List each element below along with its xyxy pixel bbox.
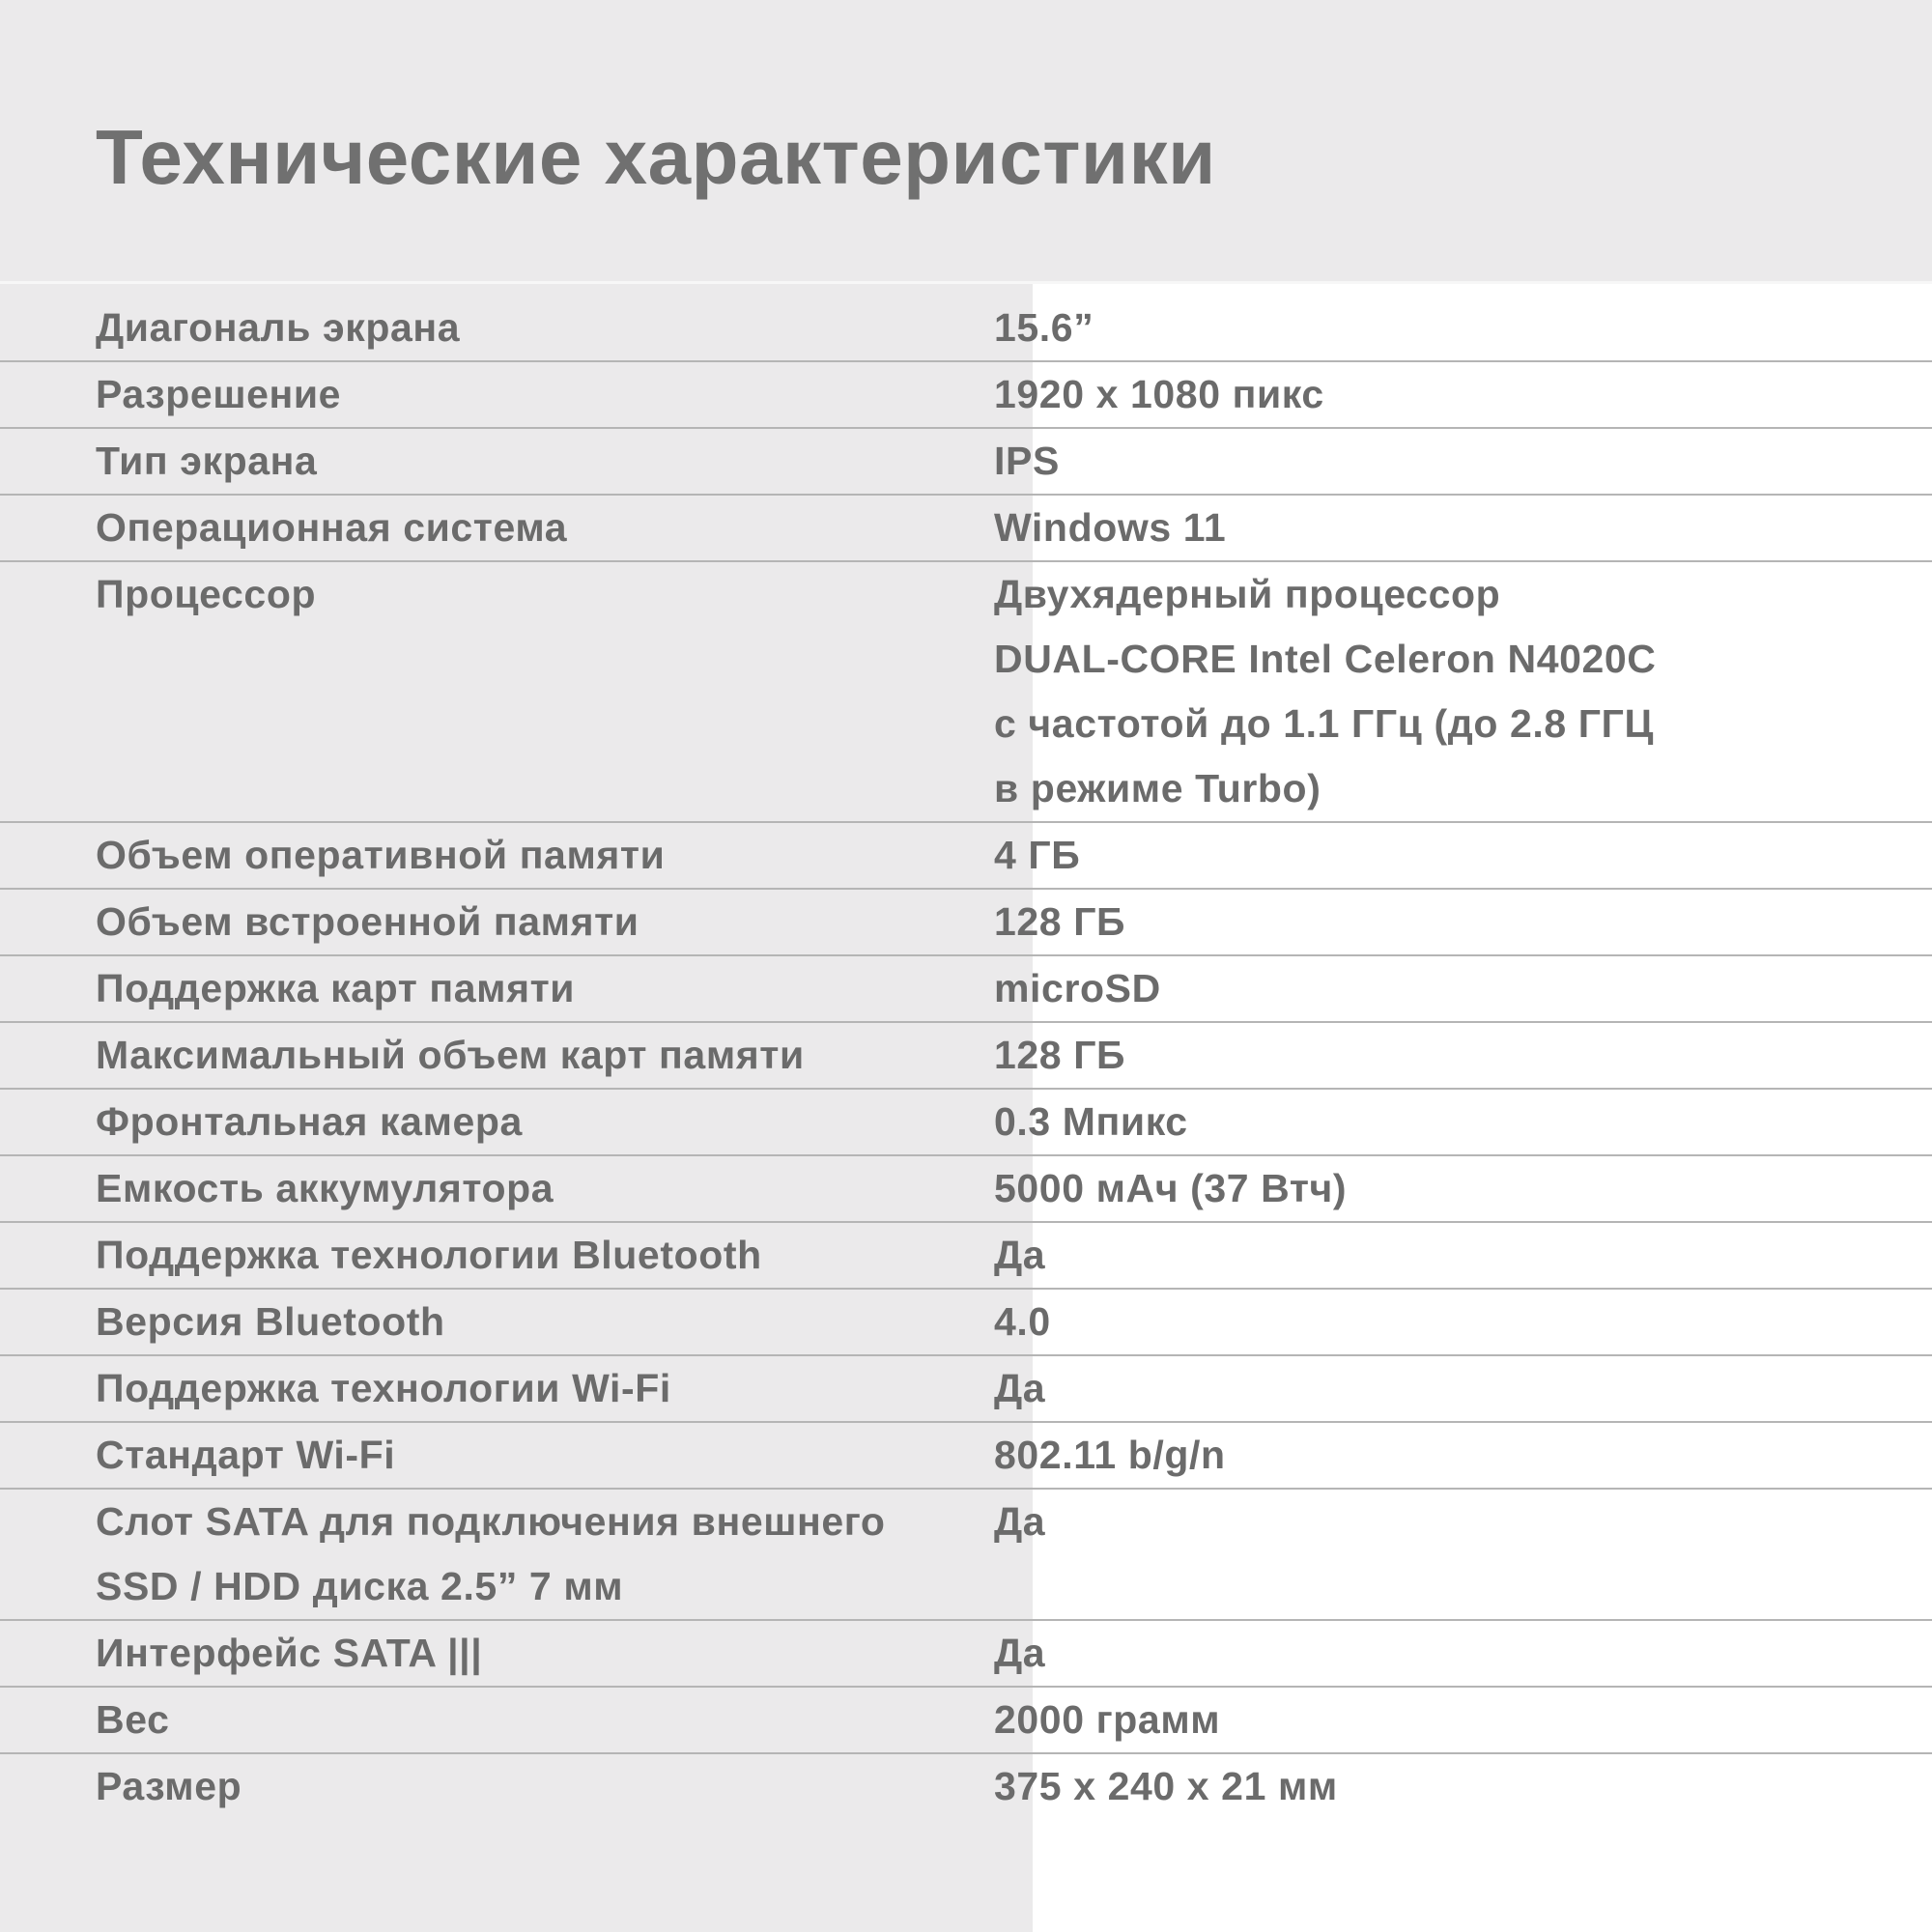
spec-value: 5000 мАч (37 Втч) [994,1166,1348,1210]
spec-row [0,1754,1932,1819]
spec-row [0,1356,1932,1423]
spec-value: Windows 11 [994,505,1227,550]
spec-name: Максимальный объем карт памяти [96,1033,805,1077]
spec-value: 15.6” [994,305,1094,350]
spec-row [0,362,1932,429]
spec-row [0,956,1932,1023]
spec-value: 2000 грамм [994,1697,1221,1742]
spec-value: Да [994,1366,1046,1410]
spec-row [0,1156,1932,1223]
spec-row [0,1621,1932,1688]
spec-row [0,496,1932,562]
spec-value: 375 x 240 x 21 мм [994,1764,1338,1808]
spec-value: 1920 x 1080 пикс [994,372,1324,416]
spec-name: Размер [96,1764,242,1808]
spec-value: 128 ГБ [994,1033,1126,1077]
spec-name: Процессор [96,572,317,616]
spec-name: Стандарт Wi-Fi [96,1433,396,1477]
spec-value: 4.0 [994,1299,1051,1344]
spec-row [0,1490,1932,1621]
spec-name: Вес [96,1697,170,1742]
spec-name: Интерфейс SATA ||| [96,1631,483,1675]
spec-value: 128 ГБ [994,899,1126,944]
spec-name: Поддержка карт памяти [96,966,576,1010]
spec-value: IPS [994,439,1060,483]
spec-value: Да [994,1631,1046,1675]
spec-name: Разрешение [96,372,342,416]
spec-value: 4 ГБ [994,833,1081,877]
spec-value: Да [994,1499,1046,1544]
table-top-divider [0,281,1932,284]
spec-row [0,1423,1932,1490]
specs-table [0,296,1932,1819]
spec-row [0,823,1932,890]
spec-row [0,1223,1932,1290]
spec-row [0,429,1932,496]
spec-value: 802.11 b/g/n [994,1433,1226,1477]
spec-name: Диагональ экрана [96,305,461,350]
spec-name: Слот SATA для подключения внешнего SSD / HDD диска 2.5” 7 мм [96,1499,886,1608]
spec-name: Версия Bluetooth [96,1299,445,1344]
spec-row [0,562,1932,823]
spec-row [0,1290,1932,1356]
spec-name: Фронтальная камера [96,1099,523,1144]
spec-row [0,1688,1932,1754]
spec-name: Поддержка технологии Wi-Fi [96,1366,671,1410]
spec-name: Объем встроенной памяти [96,899,639,944]
spec-name: Объем оперативной памяти [96,833,666,877]
spec-value: 0.3 Мпикс [994,1099,1188,1144]
spec-row [0,1090,1932,1156]
spec-value: microSD [994,966,1161,1010]
spec-name: Тип экрана [96,439,318,483]
spec-row [0,296,1932,362]
spec-name: Емкость аккумулятора [96,1166,554,1210]
spec-value: Да [994,1233,1046,1277]
spec-value: Двухядерный процессор DUAL-CORE Intel Celeron N4020C с частотой до 1.1 ГГц (до 2.8 ГГЦ в режиме Turbo) [994,572,1657,810]
spec-name: Поддержка технологии Bluetooth [96,1233,762,1277]
spec-row [0,1023,1932,1090]
spec-row [0,890,1932,956]
spec-name: Операционная система [96,505,568,550]
page-title: Технические характеристики [96,114,1216,200]
